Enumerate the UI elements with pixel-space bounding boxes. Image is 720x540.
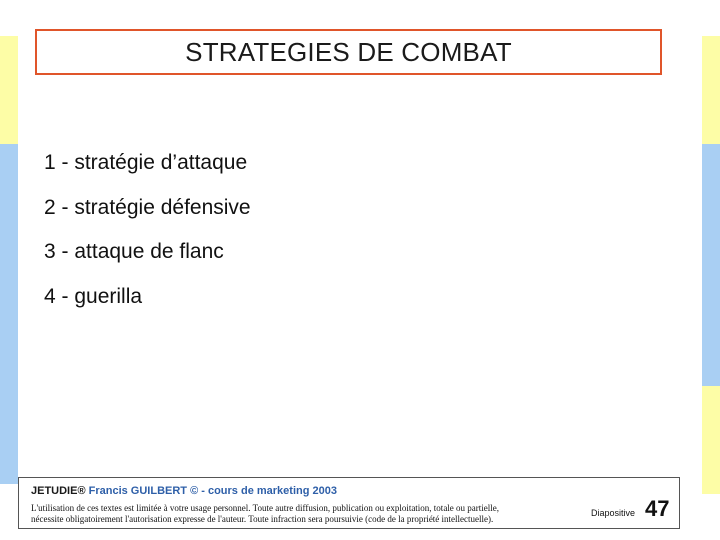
legal-line: L'utilisation de ces textes est limitée à votre usage personnel. Toute autre diffusion, publication ou exploitation, totale ou partielle,: [31, 503, 500, 513]
brand-name: JETUDIE®: [31, 485, 89, 497]
list-item: 3 - attaque de flanc: [44, 240, 224, 263]
footer-brand: [31, 485, 337, 497]
footer-box: [18, 477, 680, 529]
right-bar-blue: [702, 144, 720, 386]
right-bar-yellow: [702, 36, 720, 144]
right-bar-yellow-lower: [702, 386, 720, 494]
author-credit: Francis GUILBERT © - cours de marketing 2003: [88, 485, 337, 497]
list-item: 1 - stratégie d’attaque: [44, 151, 248, 174]
slide-title: STRATEGIES DE COMBAT: [35, 29, 662, 75]
strategy-list: [44, 146, 251, 324]
left-bar-blue: [0, 144, 18, 484]
legal-notice: [31, 503, 591, 525]
list-item: 2 - stratégie défensive: [44, 195, 251, 219]
legal-line: nécessite obligatoirement l'autorisation expresse de l'auteur. Toute infraction sera poursuivie (code de la propriété intellectuelle).: [31, 514, 494, 524]
slide-number: 47: [645, 496, 670, 521]
slide-label: Diapositive: [591, 508, 636, 518]
left-bar-yellow: [0, 36, 18, 144]
list-item: 4 - guerilla: [44, 284, 143, 308]
